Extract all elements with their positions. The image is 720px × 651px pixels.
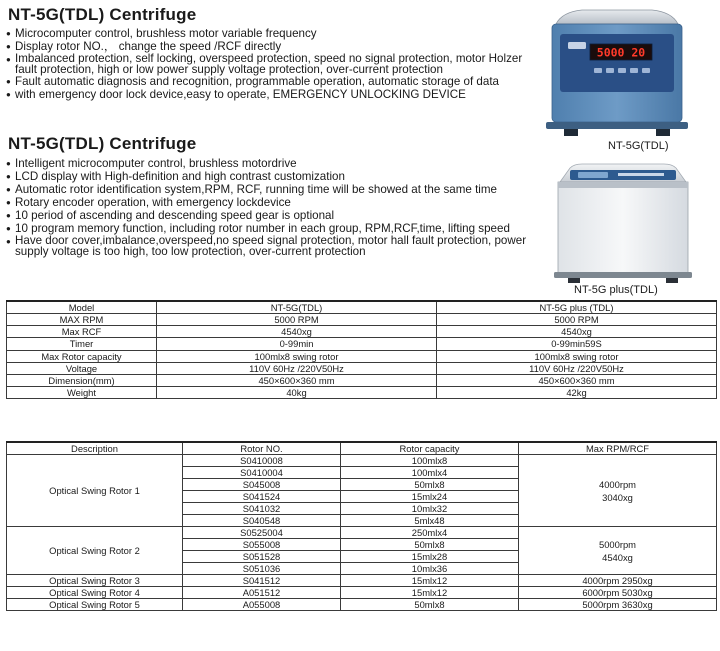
table-cell: 100mlx8 swing rotor bbox=[437, 350, 717, 362]
table-row bbox=[7, 338, 717, 350]
table-row bbox=[7, 575, 717, 587]
rotor-capacity: 250mlx4 bbox=[341, 527, 519, 539]
centrifuge-nt5g-photo bbox=[542, 4, 692, 140]
rotor-capacity: 15mlx12 bbox=[341, 587, 519, 599]
feature-item: ● 10 program memory function, including rotor number in each group, RPM,RCF,time, lifting speed bbox=[6, 222, 551, 235]
rotor-number: S051036 bbox=[183, 563, 341, 575]
rotor-number: S040548 bbox=[183, 515, 341, 527]
rotor-max-rpm-rcf bbox=[519, 455, 717, 527]
rotor-description: Optical Swing Rotor 1 bbox=[7, 455, 183, 527]
section2-feature-list bbox=[6, 157, 551, 257]
section1-title: NT-5G(TDL) Centrifuge bbox=[8, 5, 197, 24]
table-cell: 4540xg bbox=[157, 326, 437, 338]
feature-item: ● with emergency door lock device,easy to operate, EMERGENCY UNLOCKING DEVICE bbox=[6, 88, 536, 101]
table-cell: Weight bbox=[7, 387, 157, 399]
rotor-number: S041524 bbox=[183, 491, 341, 503]
rotor-capacity: 15mlx12 bbox=[341, 575, 519, 587]
rotor-table bbox=[6, 441, 717, 611]
table-cell: 5000 RPM bbox=[437, 314, 717, 326]
table-cell: 4540xg bbox=[437, 326, 717, 338]
rotor-capacity: 15mlx28 bbox=[341, 551, 519, 563]
feature-item: ● Microcomputer control, brushless motor variable frequency bbox=[6, 27, 536, 40]
table-row bbox=[7, 527, 717, 539]
rotor-description: Optical Swing Rotor 3 bbox=[7, 575, 183, 587]
table-cell: 450×600×360 mm bbox=[437, 374, 717, 386]
rotor-capacity: 10mlx36 bbox=[341, 563, 519, 575]
table-cell: 40kg bbox=[157, 387, 437, 399]
rotor-description: Optical Swing Rotor 2 bbox=[7, 527, 183, 575]
header-cell: Description bbox=[7, 442, 183, 455]
rotor-capacity: 50mlx8 bbox=[341, 599, 519, 611]
rotor-max-rpm-rcf bbox=[519, 527, 717, 575]
table-cell: Timer bbox=[7, 338, 157, 350]
feature-item: ● Intelligent microcomputer control, brushless motordrive bbox=[6, 157, 551, 170]
table-row bbox=[7, 314, 717, 326]
table-cell: Voltage bbox=[7, 362, 157, 374]
rotor-number: S041032 bbox=[183, 503, 341, 515]
rotor-table-header bbox=[7, 442, 717, 455]
feature-item: ● 10 period of ascending and descending speed gear is optional bbox=[6, 209, 551, 222]
rotor-capacity: 50mlx8 bbox=[341, 479, 519, 491]
table-row bbox=[7, 387, 717, 399]
table-cell: 0-99min bbox=[157, 338, 437, 350]
table-cell: 110V 60Hz /220V50Hz bbox=[437, 362, 717, 374]
rotor-number: S0410004 bbox=[183, 467, 341, 479]
feature-item: ● Fault automatic diagnosis and recognition, programmable operation, automatic storage of data bbox=[6, 75, 536, 88]
rotor-max-rpm-rcf: 4000rpm 2950xg bbox=[519, 575, 717, 587]
rotor-capacity: 15mlx24 bbox=[341, 491, 519, 503]
led-display-readout: 5000 20 bbox=[596, 45, 646, 60]
rotor-capacity: 5mlx48 bbox=[341, 515, 519, 527]
table-row bbox=[7, 587, 717, 599]
table-cell: MAX RPM bbox=[7, 314, 157, 326]
nt5g-image-caption: NT-5G(TDL) bbox=[608, 140, 669, 152]
rotor-number: S041512 bbox=[183, 575, 341, 587]
rotor-number: S0525004 bbox=[183, 527, 341, 539]
feature-item: ● Display rotor NO.， change the speed /RCF directly bbox=[6, 40, 536, 53]
table-row bbox=[7, 599, 717, 611]
spec-table bbox=[6, 300, 717, 399]
rotor-max-rpm-rcf: 6000rpm 5030xg bbox=[519, 587, 717, 599]
table-cell: Dimension(mm) bbox=[7, 374, 157, 386]
feature-item: ● Have door cover,imbalance,overspeed,no speed signal protection, motor hall fault protection, power supply voltage is too high, too low protection, over-current protection bbox=[6, 235, 551, 257]
table-row bbox=[7, 326, 717, 338]
rotor-max-rpm-rcf: 5000rpm 3630xg bbox=[519, 599, 717, 611]
rotor-max-rcf: 3040xg bbox=[602, 491, 633, 503]
table-cell: 110V 60Hz /220V50Hz bbox=[157, 362, 437, 374]
table-cell: Max RCF bbox=[7, 326, 157, 338]
header-cell: NT-5G plus (TDL) bbox=[437, 301, 717, 314]
table-cell: 0-99min59S bbox=[437, 338, 717, 350]
header-cell: Model bbox=[7, 301, 157, 314]
rotor-capacity: 100mlx8 bbox=[341, 455, 519, 467]
feature-item: ● Imbalanced protection, self locking, overspeed protection, speed no signal protection, motor Holzer fault protection, high or low power supply voltage protection, over-current protection bbox=[6, 53, 536, 75]
table-row bbox=[7, 350, 717, 362]
table-row bbox=[7, 362, 717, 374]
spec-table-header bbox=[7, 301, 717, 314]
table-row bbox=[7, 455, 717, 467]
rotor-number: A055008 bbox=[183, 599, 341, 611]
table-row bbox=[7, 374, 717, 386]
feature-item: ● Automatic rotor identification system,RPM, RCF, running time will be showed at the same time bbox=[6, 183, 551, 196]
centrifuge-nt5g-plus-photo bbox=[548, 160, 698, 284]
nt5g-plus-image-caption: NT-5G plus(TDL) bbox=[574, 284, 658, 296]
rotor-number: S045008 bbox=[183, 479, 341, 491]
table-cell: 42kg bbox=[437, 387, 717, 399]
table-cell: 5000 RPM bbox=[157, 314, 437, 326]
feature-item: ● Rotary encoder operation, with emergency lockdevice bbox=[6, 196, 551, 209]
rotor-number: S055008 bbox=[183, 539, 341, 551]
rotor-capacity: 10mlx32 bbox=[341, 503, 519, 515]
header-cell: Rotor NO. bbox=[183, 442, 341, 455]
rotor-max-rpm: 4000rpm bbox=[598, 478, 636, 490]
section2-title: NT-5G(TDL) Centrifuge bbox=[8, 134, 197, 153]
rotor-capacity: 100mlx4 bbox=[341, 467, 519, 479]
section1-feature-list bbox=[6, 27, 536, 101]
rotor-max-rpm: 5000rpm bbox=[598, 538, 636, 550]
header-cell: NT-5G(TDL) bbox=[157, 301, 437, 314]
feature-item: ● LCD display with High-definition and high contrast customization bbox=[6, 170, 551, 183]
rotor-max-rcf: 4540xg bbox=[602, 551, 633, 563]
rotor-description: Optical Swing Rotor 4 bbox=[7, 587, 183, 599]
header-cell: Rotor capacity bbox=[341, 442, 519, 455]
rotor-description: Optical Swing Rotor 5 bbox=[7, 599, 183, 611]
table-cell: Max Rotor capacity bbox=[7, 350, 157, 362]
rotor-number: A051512 bbox=[183, 587, 341, 599]
rotor-number: S051528 bbox=[183, 551, 341, 563]
rotor-number: S0410008 bbox=[183, 455, 341, 467]
table-cell: 450×600×360 mm bbox=[157, 374, 437, 386]
table-cell: 100mlx8 swing rotor bbox=[157, 350, 437, 362]
rotor-capacity: 50mlx8 bbox=[341, 539, 519, 551]
header-cell: Max RPM/RCF bbox=[519, 442, 717, 455]
